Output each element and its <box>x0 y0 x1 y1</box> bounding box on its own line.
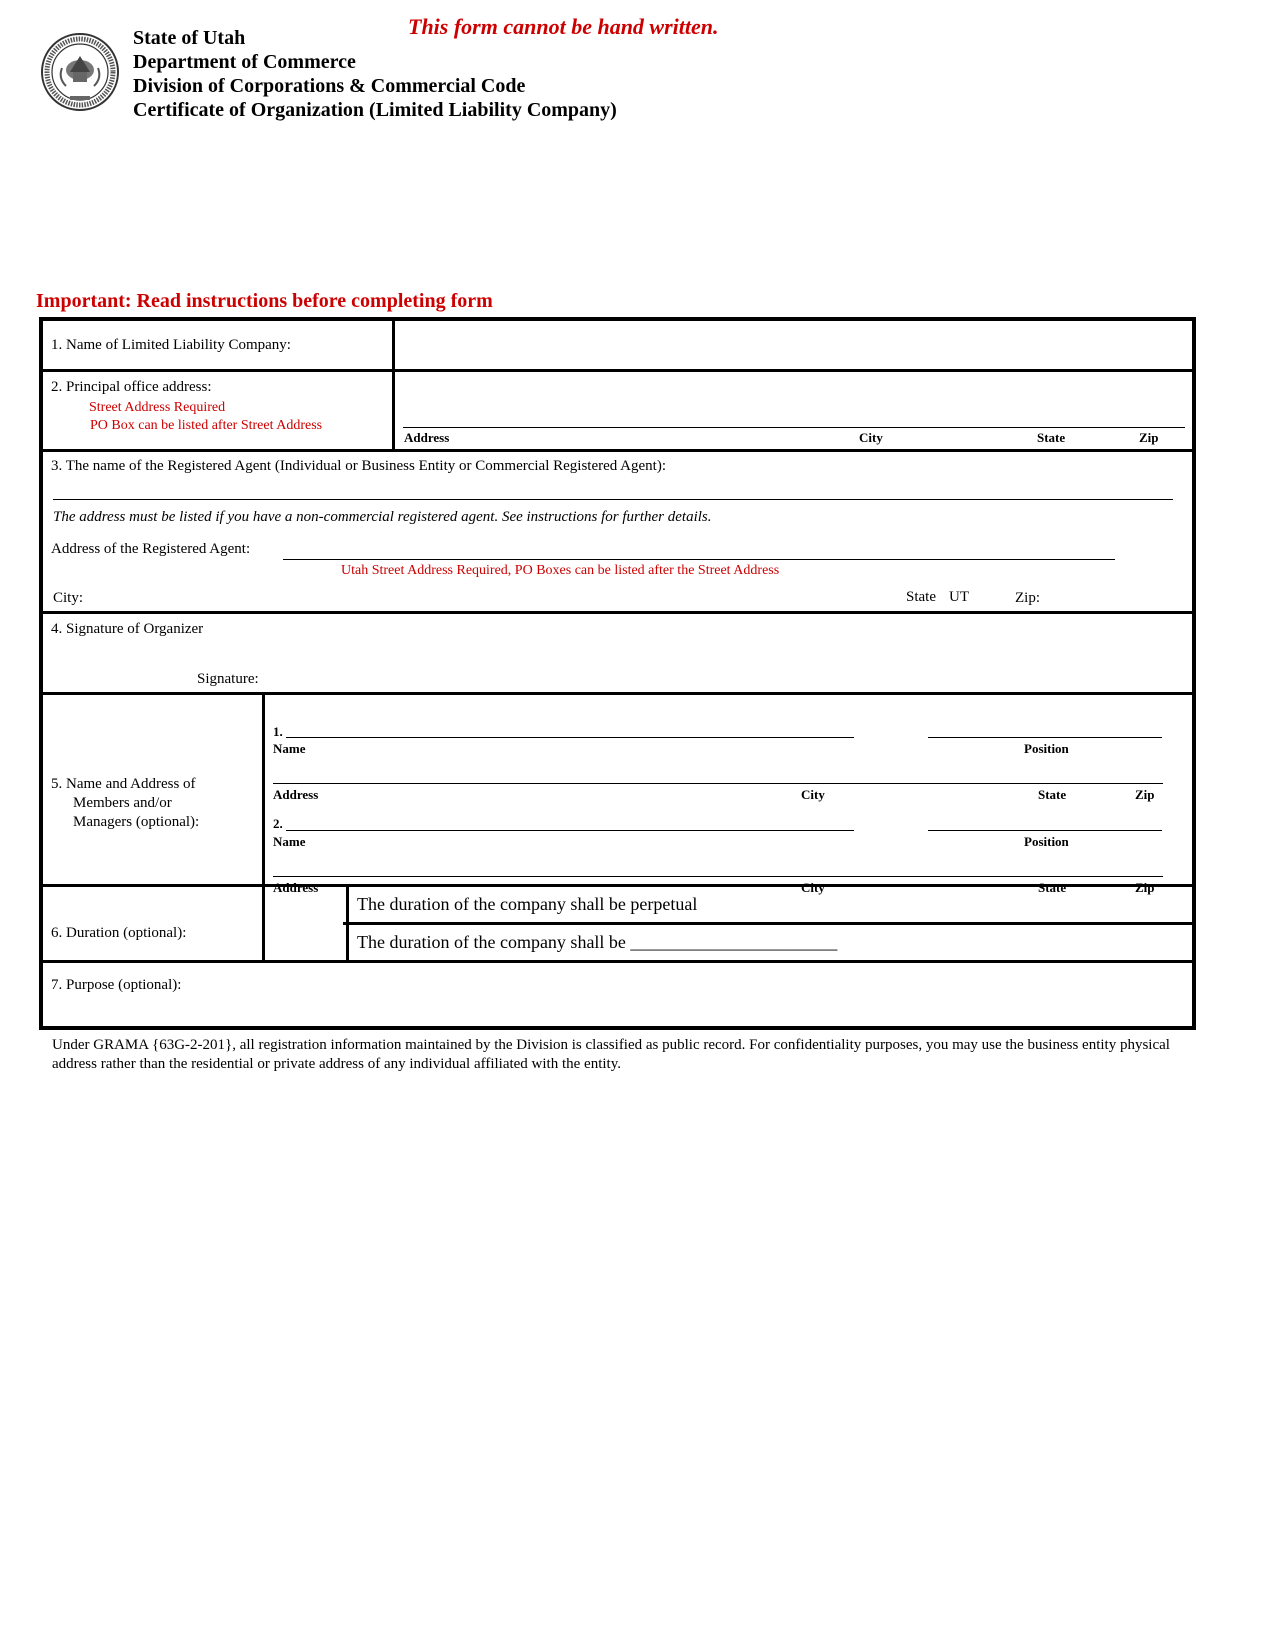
section-7-label: 7. Purpose (optional): <box>51 977 182 993</box>
handwritten-notice: This form cannot be hand written. <box>408 14 719 39</box>
member-2-position-line <box>928 830 1162 831</box>
divider-1-2 <box>43 369 1192 372</box>
divider-label-col-5-6 <box>262 692 265 963</box>
section-1-label: 1. Name of Limited Liability Company: <box>51 337 291 353</box>
agent-zip-field[interactable] <box>1047 587 1187 607</box>
member-1-state-label: State <box>1038 787 1067 802</box>
principal-address-col-label: Address <box>404 430 450 445</box>
member-2-address-label: Address <box>273 880 319 895</box>
member-1-name-field[interactable] <box>286 719 854 736</box>
section-6-label: 6. Duration (optional): <box>51 925 187 941</box>
section-2-label: 2. Principal office address: <box>51 379 212 395</box>
member-1-position-line <box>928 737 1162 738</box>
principal-state-col-label: State <box>1037 430 1066 445</box>
member-1-number: 1. <box>273 724 283 739</box>
divider-6-options <box>343 922 1192 925</box>
member-2-number: 2. <box>273 816 283 831</box>
agent-address-field[interactable] <box>283 539 1115 557</box>
member-1-address-label: Address <box>273 787 319 802</box>
member-2-zip-label: Zip <box>1135 880 1155 895</box>
po-box-note: PO Box can be listed after Street Address <box>90 418 323 433</box>
signature-field[interactable] <box>275 661 1175 687</box>
divider-4-5 <box>43 692 1192 695</box>
utah-street-address-note: Utah Street Address Required, PO Boxes can be listed after the Street Address <box>341 563 780 578</box>
member-2-address-field[interactable] <box>273 856 1163 875</box>
state-seal-logo <box>40 32 120 112</box>
member-1-name-label: Name <box>273 741 306 756</box>
divider-6-7 <box>43 960 1192 963</box>
duration-term-field[interactable] <box>635 932 845 954</box>
agent-city-label: City: <box>53 590 84 606</box>
agent-address-line <box>283 559 1115 560</box>
member-2-state-label: State <box>1038 880 1067 895</box>
agent-address-label: Address of the Registered Agent: <box>51 541 251 557</box>
member-1-city-label: City <box>801 787 825 802</box>
agent-address-instruction: The address must be listed if you have a non-commercial registered agent. See instructions for further details. <box>53 509 712 525</box>
section-5-label-line1: 5. Name and Address of <box>51 776 196 792</box>
duration-term-checkbox[interactable] <box>267 927 345 959</box>
registered-agent-name-field[interactable] <box>53 477 1173 497</box>
divider-label-col-1-2 <box>392 321 395 452</box>
duration-perpetual-checkbox[interactable] <box>267 889 345 921</box>
agent-city-field[interactable] <box>103 587 893 607</box>
divider-checkbox-col <box>346 884 349 963</box>
agent-state-label: State <box>906 589 936 605</box>
agent-zip-label: Zip: <box>1015 590 1040 606</box>
member-1-position-label: Position <box>1024 741 1069 756</box>
form-table <box>39 317 1196 1030</box>
signature-label: Signature: <box>197 671 259 687</box>
section-3-label: 3. The name of the Registered Agent (Individual or Business Entity or Commercial Registered Agent): <box>51 458 667 474</box>
duration-perpetual-label: The duration of the company shall be perpetual <box>357 894 698 914</box>
member-1-address-line <box>273 783 1163 784</box>
principal-city-col-label: City <box>859 430 883 445</box>
member-1-position-field[interactable] <box>928 719 1162 736</box>
duration-term-label: The duration of the company shall be _______________________ <box>357 932 838 952</box>
grama-notice: Under GRAMA {63G-2-201}, all registration information maintained by the Division is classified as public record. For confidentiality purposes, you may use the business entity physical address rather than the residential or private address of any individual affiliated with the entity. <box>52 1037 1170 1072</box>
member-2-position-field[interactable] <box>928 811 1162 829</box>
divider-5-6 <box>43 884 1192 887</box>
member-1-zip-label: Zip <box>1135 787 1155 802</box>
form-title: Certificate of Organization (Limited Liability Company) <box>133 99 617 121</box>
agent-state-value: UT <box>949 589 969 605</box>
important-notice: Important: Read instructions before completing form <box>36 290 493 312</box>
member-2-address-line <box>273 876 1163 877</box>
section-5-label-line2: Members and/or <box>73 795 172 811</box>
member-2-city-label: City <box>801 880 825 895</box>
principal-zip-col-label: Zip <box>1139 430 1159 445</box>
member-1-address-field[interactable] <box>273 763 1163 782</box>
street-address-required-note: Street Address Required <box>89 400 226 415</box>
section-5-label-line3: Managers (optional): <box>73 814 200 830</box>
member-2-name-label: Name <box>273 834 306 849</box>
member-2-name-field[interactable] <box>286 811 854 829</box>
divider-3-4 <box>43 611 1192 614</box>
header-state: State of Utah <box>133 27 246 49</box>
llc-name-field[interactable] <box>399 325 1189 365</box>
header-division: Division of Corporations & Commercial Code <box>133 75 526 97</box>
member-2-position-label: Position <box>1024 834 1069 849</box>
section-4-label: 4. Signature of Organizer <box>51 621 204 637</box>
purpose-field[interactable] <box>213 967 1188 1023</box>
principal-address-line <box>403 427 1185 428</box>
member-1-name-line <box>286 737 854 738</box>
header-department: Department of Commerce <box>133 51 356 73</box>
principal-address-field[interactable] <box>399 375 1189 425</box>
divider-2-3 <box>43 449 1192 452</box>
registered-agent-name-line <box>53 499 1173 500</box>
member-2-name-line <box>286 830 854 831</box>
